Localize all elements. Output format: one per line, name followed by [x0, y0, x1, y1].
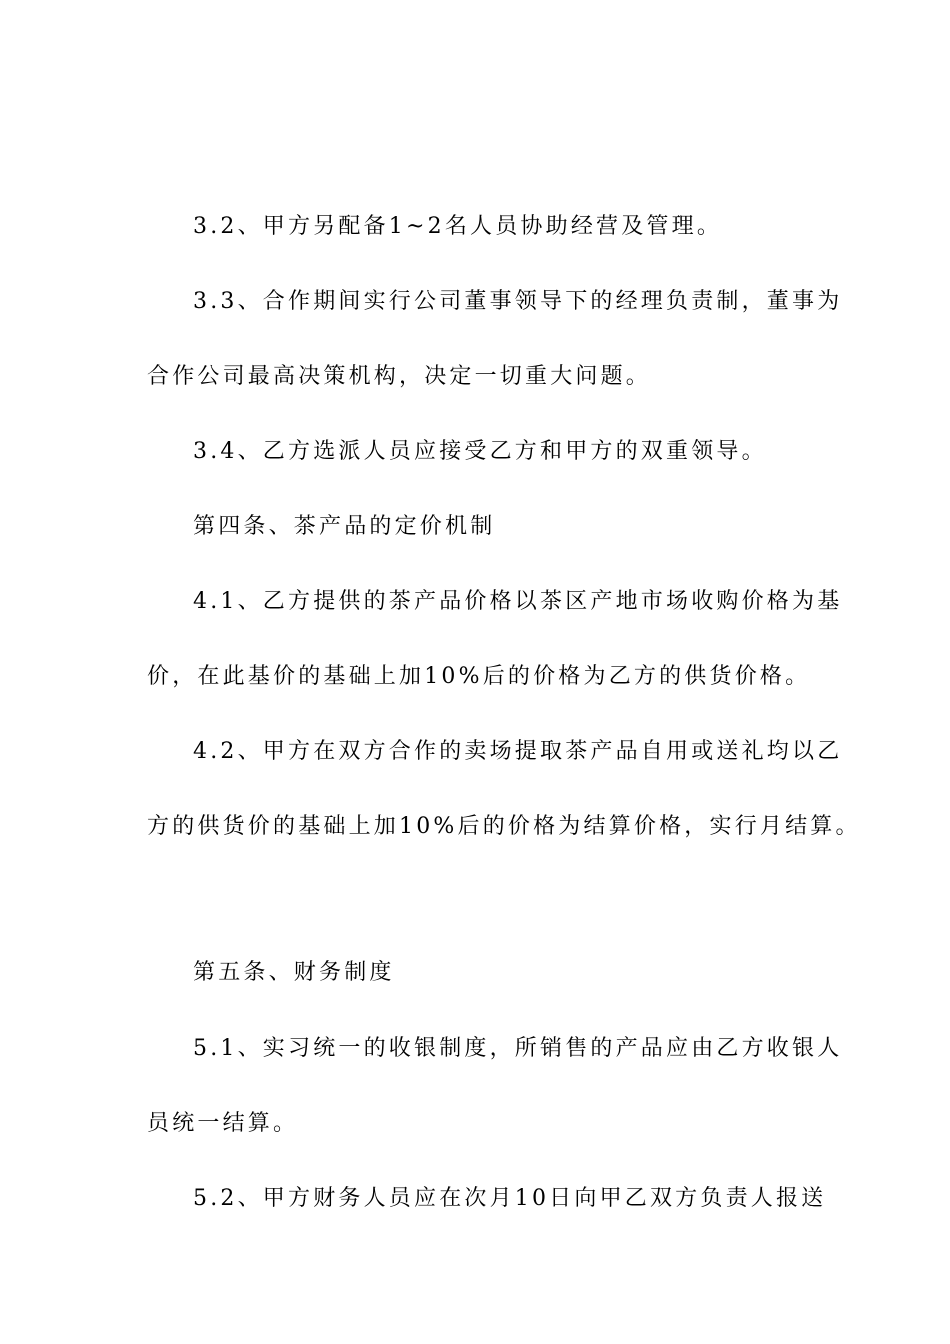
clause-3-2: 3.2、甲方另配备1~2名人员协助经营及管理。	[193, 214, 723, 239]
clause-3-3-line-1: 3.3、合作期间实行公司董事领导下的经理负责制，董事为	[193, 289, 843, 314]
clause-5-1-line-2: 员统一结算。	[147, 1111, 299, 1136]
clause-5-2-line-1: 5.2、甲方财务人员应在次月10日向甲乙双方负责人报送	[193, 1186, 827, 1211]
clause-4-2-line-1: 4.2、甲方在双方合作的卖场提取茶产品自用或送礼均以乙	[193, 739, 843, 764]
clause-3-3-line-2: 合作公司最高决策机构，决定一切重大问题。	[147, 364, 652, 389]
clause-4-1-line-1: 4.1、乙方提供的茶产品价格以茶区产地市场收购价格为基	[193, 589, 843, 614]
article-5-heading: 第五条、财务制度	[193, 960, 395, 985]
clause-3-4: 3.4、乙方选派人员应接受乙方和甲方的双重领导。	[193, 439, 767, 464]
clause-4-1-line-2: 价，在此基价的基础上加10%后的价格为乙方的供货价格。	[147, 664, 811, 689]
clause-5-1-line-1: 5.1、实习统一的收银制度，所销售的产品应由乙方收银人	[193, 1036, 843, 1061]
clause-4-2-line-2: 方的供货价的基础上加10%后的价格为结算价格，实行月结算。	[147, 814, 861, 839]
article-4-heading: 第四条、茶产品的定价机制	[193, 514, 496, 539]
